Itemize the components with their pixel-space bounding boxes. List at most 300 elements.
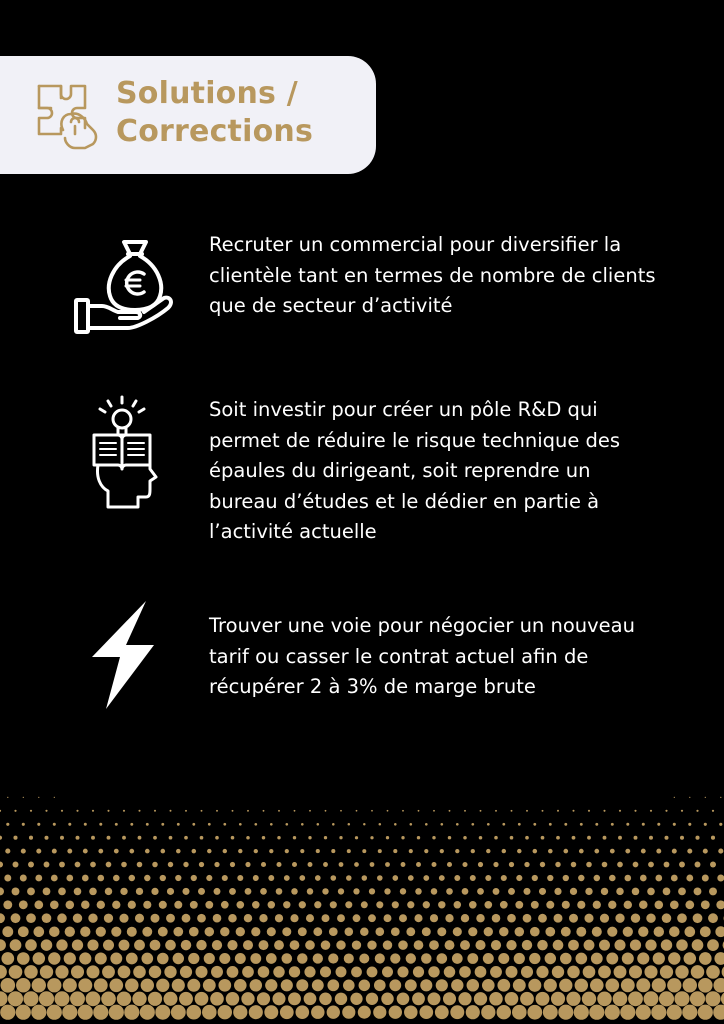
halftone-dot [167,888,174,895]
halftone-dot [518,823,521,826]
halftone-dot [273,966,284,977]
halftone-dot [610,849,615,854]
halftone-dot [432,836,435,839]
halftone-dot [261,862,266,867]
halftone-dot [123,810,125,812]
halftone-dot [293,836,296,839]
halftone-dot [508,888,515,895]
halftone-dot [410,823,413,826]
halftone-dot [384,914,392,922]
halftone-dot [558,1005,573,1020]
halftone-dot [385,862,390,867]
halftone-dot [149,966,161,978]
halftone-dot [394,823,397,826]
halftone-dot [408,875,414,881]
halftone-dot [632,888,640,896]
halftone-dot [423,875,429,881]
halftone-dot [119,940,130,951]
halftone-dot [51,875,58,882]
halftone-dot [483,953,494,964]
halftone-dot [467,979,480,992]
halftone-dot [462,862,467,867]
halftone-dot [695,862,701,868]
halftone-dot [606,953,618,965]
halftone-dot [21,849,26,854]
halftone-dot [197,914,206,923]
halftone-dot [545,927,555,937]
halftone-dot [285,849,289,853]
halftone-dot [317,823,320,826]
halftone-dot [121,862,127,868]
halftone-dot [145,849,150,854]
halftone-dot [262,836,265,839]
halftone-dot [14,810,16,812]
halftone-dot [513,979,526,992]
halftone-dot [566,992,580,1006]
halftone-dot [187,979,200,992]
halftone-dot [541,836,545,840]
halftone-dot [416,862,421,867]
halftone-dot [72,939,83,950]
halftone-dot [213,914,222,923]
halftone-dot [158,927,168,937]
halftone-dot [543,1005,558,1020]
halftone-dot [694,887,702,895]
halftone-dot [246,836,250,840]
halftone-dot [384,888,390,894]
halftone-dot [652,978,666,992]
halftone-dot [409,849,413,853]
halftone-dot [314,901,321,908]
halftone-dot [199,862,204,867]
halftone-dot [122,836,126,840]
halftone-dot [16,1005,31,1020]
halftone-dot [305,940,315,950]
halftone-dot [61,810,63,812]
halftone-dot [698,1005,713,1020]
halftone-dot [654,926,664,936]
halftone-dot [664,862,670,868]
halftone-dot [429,940,439,950]
halftone-dot [37,823,40,826]
halftone-dot [295,1005,309,1019]
halftone-dot [598,966,611,979]
halftone-dot [4,875,11,882]
halftone-dot [670,900,679,909]
halftone-dot [524,862,529,867]
halftone-dot [375,927,384,936]
halftone-dot [533,823,536,826]
halftone-dot [620,1005,635,1020]
halftone-dot [491,940,501,950]
halftone-dot [717,875,724,882]
halftone-dot [50,900,59,909]
halftone-dot [285,823,288,826]
halftone-dot [709,887,717,895]
halftone-dot [105,888,112,895]
halftone-dot [397,966,408,977]
halftone-dot [200,836,204,840]
halftone-dot [544,979,557,992]
halftone-dot [322,914,330,922]
halftone-dot [223,849,227,853]
halftone-dot [582,992,596,1006]
halftone-dot [304,992,317,1005]
halftone-dot [698,978,713,993]
halftone-dot [469,901,477,909]
halftone-dot [237,875,243,881]
halftone-dot [34,900,43,909]
halftone-dot [681,810,683,812]
halftone-dot [348,823,351,826]
halftone-dot [42,913,52,923]
halftone-dot [48,952,60,964]
halftone-dot [646,913,655,922]
halftone-dot [354,862,359,867]
halftone-dot [510,836,514,840]
halftone-dot [374,979,386,991]
halftone-dot [103,940,114,951]
halftone-dot [323,862,328,867]
halftone-dot [5,849,10,854]
halftone-dot [475,966,487,978]
halftone-dot [45,810,47,812]
halftone-dot [688,823,691,826]
halftone-dot [127,927,137,937]
halftone-dot [464,810,466,812]
halftone-dot [554,888,561,895]
halftone-dot [479,836,483,840]
halftone-dot [268,875,274,881]
halftone-dot [257,992,270,1005]
halftone-dot [218,979,231,992]
halftone-dot [399,914,407,922]
halftone-dot [66,901,75,910]
halftone-dot [572,810,574,812]
halftone-dot [28,862,34,868]
halftone-dot [435,1005,449,1019]
halftone-dot [590,979,604,993]
halftone-dot [425,823,428,826]
halftone-dot [136,888,143,895]
head-book-lightbulb-icon [88,395,158,511]
halftone-dot [276,862,281,867]
halftone-dot [172,979,185,992]
halftone-dot [322,888,328,894]
halftone-dot [623,927,633,937]
halftone-dot [206,875,212,881]
halftone-dot [628,991,643,1006]
halftone-dot [699,952,712,965]
halftone-dot [360,927,369,936]
halftone-dot [499,927,508,936]
halftone-dot [461,914,469,922]
halftone-dot [190,901,198,909]
halftone-dot [689,797,690,798]
halftone-dot [713,1005,724,1020]
halftone-dot [249,1005,263,1019]
halftone-dot [553,940,564,951]
halftone-dot [687,849,692,854]
halftone-dot [319,993,332,1006]
halftone-dot [294,810,296,812]
solution-item-2 [0,395,724,545]
halftone-dot [259,914,267,922]
halftone-dot [672,849,677,854]
halftone-dot [448,836,451,839]
halftone-dot [511,810,513,812]
halftone-dot [39,991,54,1006]
halftone-dot [476,914,484,922]
halftone-dot [428,992,441,1005]
halftone-dot [433,810,435,812]
halftone-dot [576,927,586,937]
halftone-dot [663,888,671,896]
halftone-dot [130,823,133,826]
halftone-dot [260,888,267,895]
halftone-dot [23,991,38,1006]
halftone-dot [84,823,87,826]
halftone-dot [686,875,693,882]
halftone-dot [449,810,451,812]
halftone-dot [324,836,327,839]
halftone-dot [325,810,327,812]
halftone-dot [175,875,181,881]
halftone-dot [648,862,654,868]
halftone-dot [301,823,304,826]
halftone-dot [332,823,335,826]
halftone-dot [171,1005,186,1020]
halftone-dot [76,836,80,840]
halftone-dot [502,849,506,853]
halftone-dot [112,901,120,909]
halftone-dot [714,952,724,965]
halftone-dot [328,953,338,963]
halftone-dot [563,849,568,854]
halftone-dot [181,940,192,951]
halftone-dot [613,991,628,1006]
halftone-dot [692,939,704,951]
halftone-dot [290,940,300,950]
halftone-dot [231,836,235,840]
halftone-dot [282,953,293,964]
halftone-dot [63,978,77,992]
solution-text-1: Recruter un commercial pour diversifier la clientèle tant en termes de nombre de clients que de secteur d’activité [209,233,656,317]
halftone-dot [275,914,283,922]
halftone-dot [232,810,234,812]
halftone-dot [599,940,610,951]
halftone-dot [8,991,23,1006]
halftone-dot [20,875,27,882]
halftone-dot [146,823,149,826]
halftone-dot [644,991,659,1006]
halftone-dot [521,966,533,978]
halftone-dot [530,927,540,937]
halftone-dot [33,926,44,937]
halftone-dot [684,952,697,965]
halftone-dot [19,900,28,909]
halftone-dot [706,965,720,979]
halftone-dot [97,901,105,909]
halftone-dot [0,887,4,895]
halftone-dot [312,979,324,991]
halftone-dot [675,965,688,978]
halftone-dot [589,1005,604,1020]
halftone-dot [609,875,616,882]
halftone-dot [44,836,48,840]
halftone-dot [665,810,667,812]
halftone-dot [78,978,92,992]
halftone-dot [192,849,197,854]
halftone-dot [258,966,270,978]
halftone-dot [389,1006,402,1019]
halftone-dot [555,862,560,867]
halftone-dot [245,888,252,895]
halftone-dot [444,966,455,977]
halftone-dot [179,992,193,1006]
halftone-dot [575,979,588,992]
halftone-dot [594,849,599,854]
halftone-dot [306,914,314,922]
halftone-dot [308,862,313,867]
halftone-dot [371,810,373,812]
halftone-dot [471,823,474,826]
halftone-dot [164,966,176,978]
halftone-dot [251,927,260,936]
halftone-dot [316,849,320,853]
halftone-dot [174,901,182,909]
halftone-dot [13,836,17,840]
halftone-dot [414,940,424,950]
halftone-dot [321,940,331,950]
halftone-dot [0,1005,15,1020]
halftone-dot [381,993,394,1006]
halftone-dot [361,901,368,908]
halftone-dot [266,953,277,964]
halftone-dot [44,862,50,868]
halftone-dot [7,797,8,798]
halftone-dot [87,940,98,951]
halftone-dot [368,914,376,922]
halftone-dot [678,888,686,896]
halftone-dot [586,862,592,868]
halftone-dot [276,888,283,895]
halftone-dot [278,810,280,812]
halftone-dot [638,927,648,937]
halftone-dot [79,952,91,964]
halftone-dot [548,849,553,854]
halftone-dot [40,965,53,978]
halftone-dot [184,836,188,840]
halftone-dot [390,953,400,963]
halftone-dot [512,1005,527,1020]
halftone-dot [91,836,95,840]
halftone-dot [57,913,67,923]
halftone-dot [532,875,538,881]
halftone-dot [168,862,173,867]
halftone-dot [247,810,249,812]
halftone-dot [584,914,593,923]
halftone-dot [591,953,603,965]
halftone-dot [421,953,432,964]
halftone-dot [67,849,72,854]
halftone-dot [423,901,430,908]
halftone-dot [497,1005,511,1019]
halftone-dot [506,940,516,950]
halftone-dot [614,965,627,978]
halftone-dot [571,862,577,868]
halftone-dot [389,979,401,991]
halftone-dot [132,992,146,1006]
halftone-dot [47,978,61,992]
halftone-dot [456,823,459,826]
halftone-dot [66,875,73,882]
halftone-dot [422,927,431,936]
halftone-dot [114,849,119,854]
halftone-dot [545,953,556,964]
halftone-dot [502,823,505,826]
halftone-dot [126,953,138,965]
halftone-dot [562,901,570,909]
halftone-dot [264,1005,278,1019]
halftone-dot [71,965,84,978]
halftone-dot [117,992,132,1007]
halftone-dot [64,952,76,964]
halftone-dot [551,992,565,1006]
halftone-dot [445,940,455,950]
halftone-dot [10,939,22,951]
halftone-dot [563,875,569,881]
halftone-dot [700,926,711,937]
halftone-dot [30,810,32,812]
halftone-dot [6,823,9,826]
halftone-dot [557,810,559,812]
halftone-dot [182,914,191,923]
halftone-dot [107,810,109,812]
halftone-dot [468,927,477,936]
halftone-dot [691,965,705,979]
halftone-dot [270,823,273,826]
halftone-dot [218,1005,232,1019]
halftone-dot [89,888,97,896]
halftone-dot [311,1005,324,1018]
halftone-dot [282,927,291,936]
halftone-dot [221,901,229,909]
halftone-dot [497,979,510,992]
halftone-dot [366,993,378,1005]
halftone-dot [400,888,406,894]
halftone-dot [52,849,57,854]
halftone-dot [345,901,352,908]
halftone-dot [454,901,462,909]
halftone-dot [619,810,621,812]
halftone-dot [649,836,653,840]
halftone-dot [24,965,38,979]
halftone-dot [138,836,142,840]
halftone-dot [111,927,121,937]
halftone-dot [514,953,525,964]
halftone-dot [96,927,106,937]
halftone-dot [527,1005,542,1020]
halftone-dot [143,901,151,909]
halftone-dot [128,901,136,909]
halftone-dot [189,927,199,937]
halftone-dot [450,1005,464,1019]
halftone-dot [657,823,660,826]
halftone-dot [387,810,389,812]
halftone-dot [588,810,590,812]
halftone-dot [533,849,538,854]
